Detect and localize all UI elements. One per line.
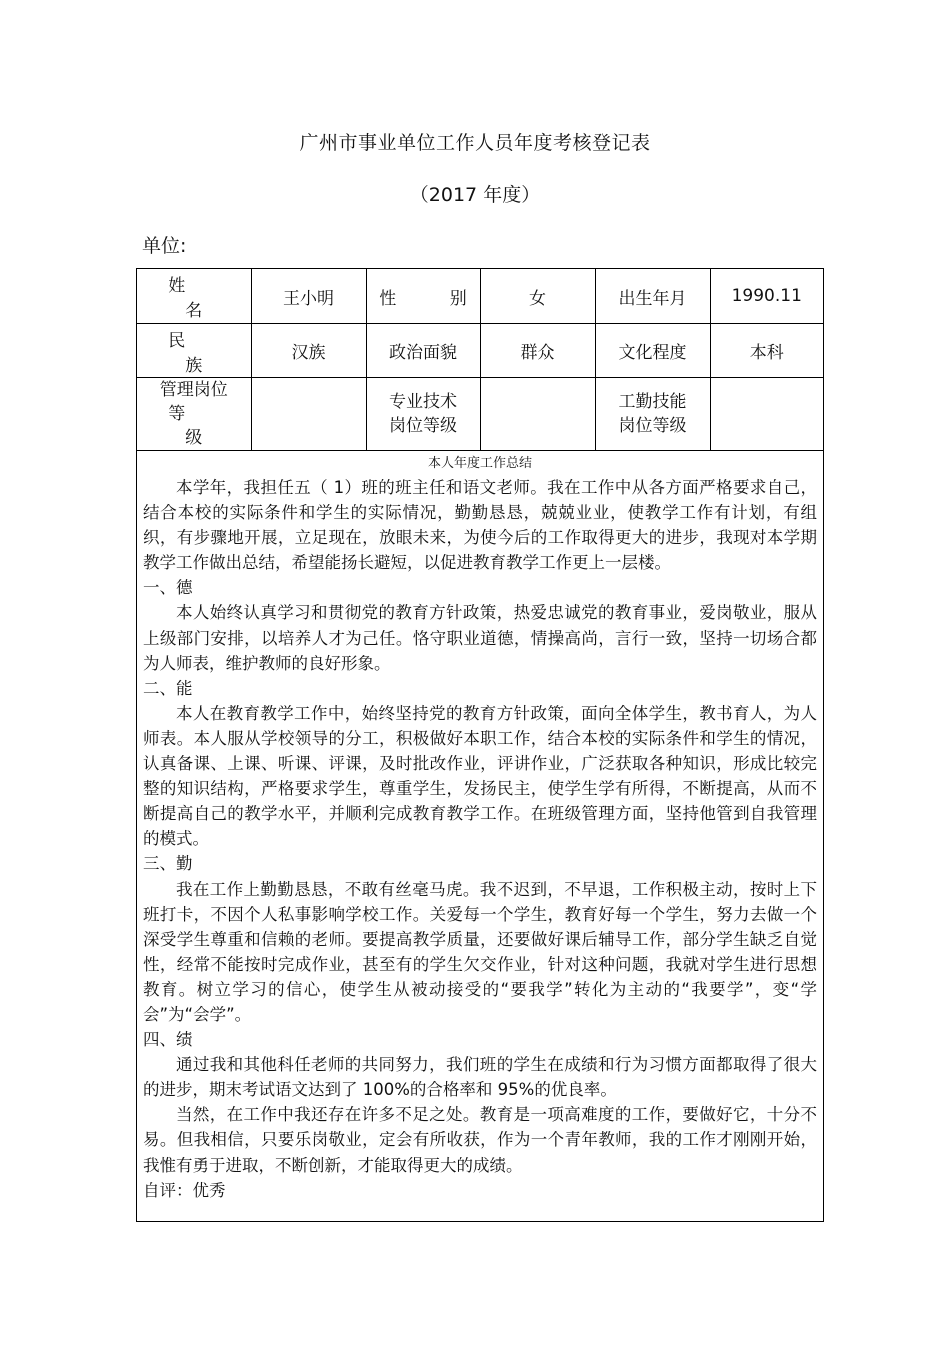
name-value: 王小明 [251,269,366,324]
mgmt-level-label [137,378,251,451]
summary-heading: 本人年度工作总结 [427,456,532,471]
section-diligence-text: 我在工作上勤勤恳恳，不敢有丝毫马虎。我不迟到，不早退，工作积极主动，按时上下班打卡，不因个人私事影响学校工作。关爱每一个学生，教育好每一个学生，努力去做一个深受学生尊重和信赖的老师。要提高教学质量，还要做好课后辅导工作，部分学生缺乏自觉性，经常不能按时完成作业，甚至有的学生欠交作业，针对这种问题，我就对学生进行思想教育。树立学习的信心，使学生从被动接受的“要我学”转化为主动的“我要学”，变“学会”为“会学”。 [143,879,817,1024]
summary-intro: 本学年，我担任五（ 1）班的班主任和语文老师。我在工作中从各方面严格要求自己，结合本校的实际条件和学生的实际情况，勤勤恳恳，兢兢业业，使教学工作有计划，有组织，有步骤地开展，立足现在，放眼未来，为使今后的工作取得更大的进步，我现对本学期教学工作做出总结，希望能扬长避短，以促进教育教学工作更上一层楼。 [143,478,817,573]
ethnicity-value: 汉族 [251,324,366,378]
unit-label: 单位: [142,235,187,257]
name-label-cell [137,269,251,324]
section-morality-title: 一、德 [143,578,193,598]
tech-level-value [480,378,595,451]
birth-value: 1990.11 [710,269,823,324]
gender-label: 性 别 [379,288,491,309]
tech-level-label [366,378,480,451]
self-evaluation: 自评：优秀 [143,1180,226,1200]
mgmt-label-line2-wrap [137,402,251,450]
form-title: 广州市事业单位工作人员年度考核登记表 [299,132,651,154]
name-label: 姓 名 [168,276,237,321]
mgmt-label-line2: 等 级 [168,404,237,448]
registration-form [136,268,824,1222]
section-ability-title: 二、能 [143,678,193,698]
ethnicity-label: 民 族 [168,330,237,376]
worker-label-line2: 岗位等级 [618,416,687,436]
section-achievement-title: 四、绩 [143,1030,193,1050]
worker-level-value [710,378,823,451]
summary-closing: 当然，在工作中我还存在许多不足之处。教育是一项高难度的工作，要做好它，十分不易。但我相信，只要乐岗敬业，定会有所收获，作为一个青年教师，我的工作才刚刚开始，我惟有勇于进取，不断创新，才能取得更大的成绩。 [143,1105,817,1175]
education-label: 文化程度 [595,324,710,378]
gender-value: 女 [480,269,595,324]
mgmt-label-line1: 管理岗位 [159,380,228,400]
political-value: 群众 [480,324,595,378]
personal-info-table [137,269,823,451]
gender-label-cell [366,269,491,324]
tech-label-line2: 岗位等级 [389,416,457,436]
worker-level-label [595,378,710,451]
political-label: 政治面貌 [366,324,480,378]
mgmt-level-value [251,378,366,451]
section-ability-text: 本人在教育教学工作中，始终坚持党的教育方针政策，面向全体学生，教书育人，为人师表。本人服从学校领导的分工，积极做好本职工作，结合本校的实际条件和学生的情况，认真备课、上课、听课、评课，及时批改作业，评讲作业，广泛获取各种知识，形成比较完整的知识结构，严格要求学生，尊重学生，发扬民主，使学生学有所得，不断提高，从而不断提高自己的教学水平，并顺利完成教育教学工作。在班级管理方面，坚持他管到自我管理的模式。 [143,703,817,849]
tech-label-line1: 专业技术 [389,392,457,412]
education-value: 本科 [710,324,823,378]
worker-label-line1: 工勤技能 [618,392,687,412]
year-label: （2017 年度） [409,184,541,206]
section-diligence-title: 三、勤 [143,854,193,874]
annual-summary [137,451,823,1203]
ethnicity-label-cell [137,324,251,378]
section-achievement-text: 通过我和其他科任老师的共同努力，我们班的学生在成绩和行为习惯方面都取得了很大的进步，期末考试语文达到了 100%的合格率和 95%的优良率。 [143,1055,817,1100]
birth-label: 出生年月 [595,269,710,324]
section-morality-text: 本人始终认真学习和贯彻党的教育方针政策，热爱忠诚党的教育事业，爱岗敬业，服从上级部门安排，以培养人才为己任。恪守职业道德，情操高尚，言行一致，坚持一切场合都为人师表，维护教师的良好形象。 [143,603,817,673]
